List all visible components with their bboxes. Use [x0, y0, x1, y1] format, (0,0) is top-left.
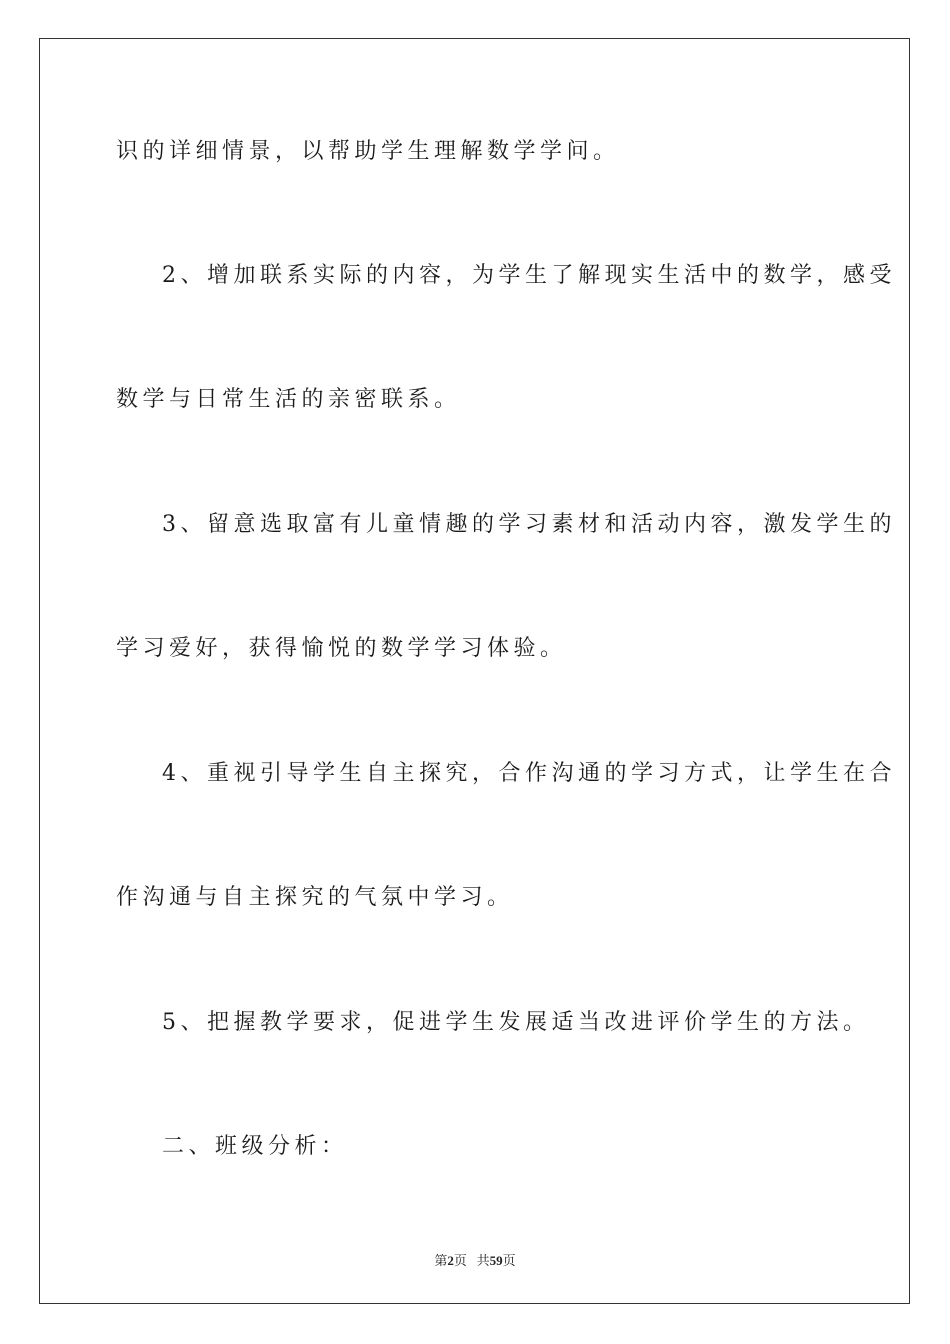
paragraph-item-2-line-1: 2、增加联系实际的内容，为学生了解现实生活中的数学，感受 [162, 263, 896, 288]
paragraph-1-continuation: 识的详细情景，以帮助学生理解数学学问。 [116, 139, 620, 164]
paragraph-item-4-line-1: 4、重视引导学生自主探究，合作沟通的学习方式，让学生在合 [162, 761, 896, 786]
footer-page-total: 59 [489, 1253, 503, 1268]
paragraph-item-3-line-1: 3、留意选取富有儿童情趣的学习素材和活动内容，激发学生的 [162, 512, 896, 537]
footer-total-prefix: 共 [476, 1253, 490, 1268]
paragraph-item-5: 5、把握教学要求，促进学生发展适当改进评价学生的方法。 [162, 1010, 870, 1035]
paragraph-item-2-line-2: 数学与日常生活的亲密联系。 [116, 387, 461, 412]
footer-page-prefix: 第 [434, 1253, 448, 1268]
footer-page-suffix: 页 [453, 1253, 467, 1268]
page-footer [0, 1250, 950, 1269]
section-heading-class-analysis: 二、班级分析： [162, 1134, 348, 1159]
paragraph-item-4-line-2: 作沟通与自主探究的气氛中学习。 [116, 885, 514, 910]
footer-total-suffix: 页 [502, 1253, 516, 1268]
footer-page-current: 2 [447, 1253, 454, 1268]
paragraph-item-3-line-2: 学习爱好，获得愉悦的数学学习体验。 [116, 636, 567, 661]
page-border [39, 38, 910, 1304]
